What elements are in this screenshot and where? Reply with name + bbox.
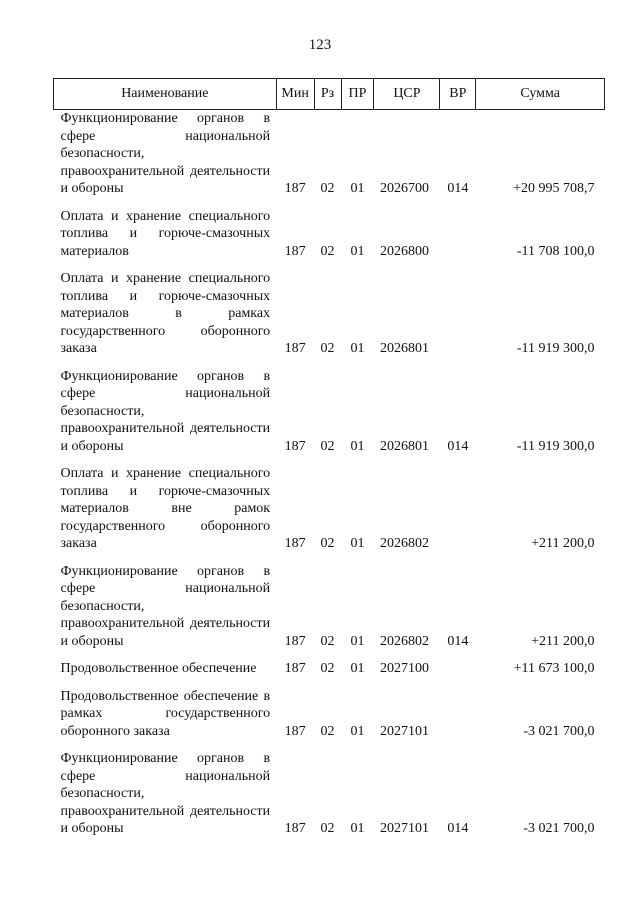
- cell-pr: 01: [350, 243, 365, 259]
- header-min: Мин: [276, 79, 314, 110]
- cell-min: 187: [284, 821, 306, 836]
- cell-vr: 014: [447, 438, 469, 454]
- table-row: [54, 688, 605, 751]
- cell-rz: 02: [320, 536, 335, 551]
- cell-pr: 01: [350, 438, 365, 454]
- cell-sum: -11 919 300,0: [516, 438, 595, 454]
- table-header: [54, 79, 605, 110]
- cell-rz: 02: [320, 633, 335, 649]
- cell-rz: 02: [320, 341, 335, 356]
- cell-name: Оплата и хранение специального топлива и горюче-смазочных материалов вне рамок государственного оборонного заказа: [60, 466, 271, 551]
- cell-sum: +211 200,0: [531, 536, 595, 551]
- cell-vr: [440, 270, 476, 368]
- header-vr: ВР: [440, 79, 476, 110]
- cell-pr: 01: [350, 341, 365, 356]
- cell-name: Продовольственное обеспечение в рамках государственного оборонного заказа: [60, 688, 271, 739]
- table-row: [54, 563, 605, 661]
- page-number: 123: [308, 37, 332, 53]
- cell-pr: 01: [350, 536, 365, 551]
- cell-csr: 2027101: [379, 821, 429, 836]
- cell-csr: 2026801: [379, 341, 429, 356]
- cell-min: 187: [284, 438, 306, 454]
- cell-name: Функционирование органов в сфере национальной безопасности, правоохранительной деятельности и обороны: [60, 751, 271, 836]
- table-row: [54, 750, 605, 848]
- cell-sum: -3 021 700,0: [523, 821, 595, 836]
- cell-sum: +11 673 100,0: [513, 661, 595, 676]
- cell-name: Функционирование органов в сфере национальной безопасности, правоохранительной деятельности и обороны: [60, 368, 271, 454]
- cell-min: 187: [284, 633, 306, 649]
- cell-rz: 02: [320, 243, 335, 259]
- cell-pr: 01: [350, 633, 365, 649]
- cell-sum: +20 995 708,7: [513, 181, 595, 196]
- header-rz: Рз: [314, 79, 341, 110]
- cell-name: Оплата и хранение специального топлива и горюче-смазочных материалов в рамках государственного оборонного заказа: [60, 271, 271, 356]
- cell-vr: [440, 660, 476, 688]
- table-row: [54, 270, 605, 368]
- cell-vr: [440, 465, 476, 563]
- cell-vr: [440, 208, 476, 271]
- cell-csr: 2026802: [379, 536, 429, 551]
- header-pr: ПР: [341, 79, 374, 110]
- cell-sum: +211 200,0: [531, 633, 595, 649]
- cell-sum: -3 021 700,0: [523, 723, 595, 739]
- table-row: [54, 208, 605, 271]
- cell-rz: 02: [320, 723, 335, 739]
- cell-min: 187: [284, 661, 306, 676]
- cell-min: 187: [284, 243, 306, 259]
- table-body: [54, 110, 605, 848]
- cell-min: 187: [284, 341, 306, 356]
- cell-sum: -11 919 300,0: [516, 341, 595, 356]
- cell-vr: [440, 688, 476, 751]
- header-sum: Сумма: [476, 79, 605, 110]
- cell-csr: 2026700: [379, 181, 429, 196]
- cell-name: Функционирование органов в сфере национальной безопасности, правоохранительной деятельности и обороны: [60, 111, 271, 196]
- cell-min: 187: [284, 181, 306, 196]
- cell-name: Функционирование органов в сфере национальной безопасности, правоохранительной деятельности и обороны: [60, 563, 271, 649]
- cell-vr: 014: [447, 821, 469, 836]
- table-row: [54, 465, 605, 563]
- header-name: Наименование: [54, 79, 277, 110]
- cell-vr: 014: [447, 633, 469, 649]
- cell-name: Продовольственное обеспечение: [60, 661, 257, 676]
- header-csr: ЦСР: [374, 79, 440, 110]
- cell-rz: 02: [320, 438, 335, 454]
- cell-pr: 01: [350, 723, 365, 739]
- budget-table: [53, 78, 605, 848]
- table-row: [54, 368, 605, 466]
- cell-min: 187: [284, 536, 306, 551]
- cell-rz: 02: [320, 181, 335, 196]
- cell-name: Оплата и хранение специального топлива и горюче-смазочных материалов: [60, 208, 271, 259]
- cell-pr: 01: [350, 821, 365, 836]
- cell-rz: 02: [320, 661, 335, 676]
- cell-pr: 01: [350, 661, 365, 676]
- table-row: [54, 660, 605, 688]
- cell-sum: -11 708 100,0: [516, 243, 595, 259]
- cell-pr: 01: [350, 181, 365, 196]
- cell-csr: 2026801: [379, 438, 429, 454]
- cell-rz: 02: [320, 821, 335, 836]
- cell-csr: 2026802: [379, 633, 429, 649]
- table-row: [54, 110, 605, 208]
- cell-vr: 014: [447, 181, 469, 196]
- cell-csr: 2027101: [379, 723, 429, 739]
- cell-min: 187: [284, 723, 306, 739]
- cell-csr: 2027100: [379, 661, 429, 676]
- cell-csr: 2026800: [379, 243, 429, 259]
